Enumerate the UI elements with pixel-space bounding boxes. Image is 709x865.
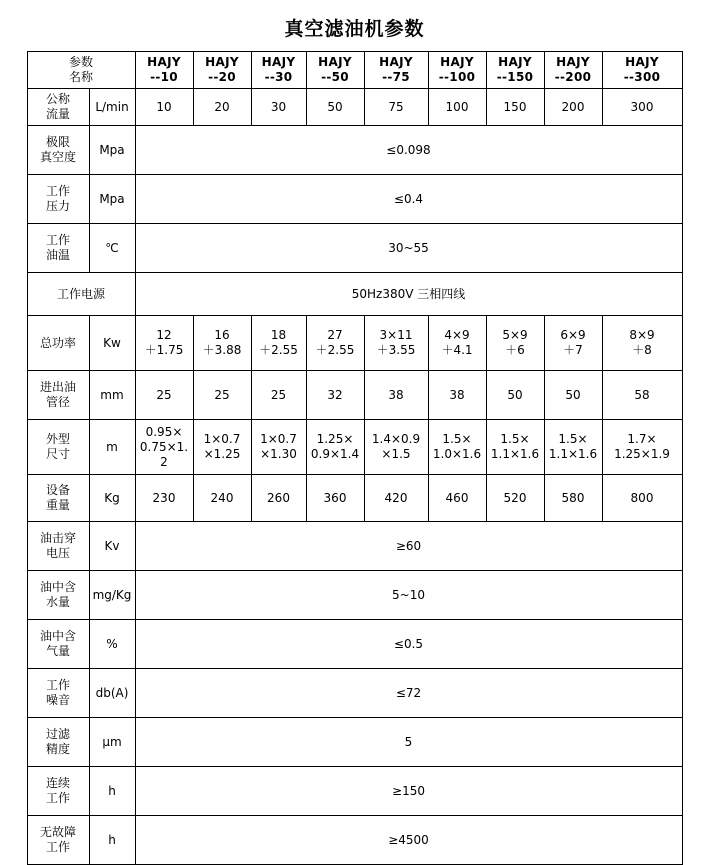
cell-value: 5×9 ＋6 bbox=[486, 316, 544, 371]
table-row bbox=[27, 89, 682, 126]
model-header-8: HAJY --200 bbox=[544, 52, 602, 89]
row-label: 油中含 水量 bbox=[27, 571, 89, 620]
cell-value-merged: 5~10 bbox=[135, 571, 682, 620]
specification-table bbox=[27, 51, 683, 865]
row-unit: Kw bbox=[89, 316, 135, 371]
cell-value-merged: ≤0.098 bbox=[135, 126, 682, 175]
cell-value: 4×9 ＋4.1 bbox=[428, 316, 486, 371]
cell-value: 1.7× 1.25×1.9 bbox=[602, 420, 682, 475]
table-row bbox=[27, 620, 682, 669]
table-row bbox=[27, 522, 682, 571]
model-header-2: HAJY --20 bbox=[193, 52, 251, 89]
row-label: 工作 油温 bbox=[27, 224, 89, 273]
cell-value: 360 bbox=[306, 475, 364, 522]
cell-value: 50 bbox=[486, 371, 544, 420]
cell-value: 50 bbox=[544, 371, 602, 420]
cell-value: 8×9 ＋8 bbox=[602, 316, 682, 371]
cell-value: 38 bbox=[364, 371, 428, 420]
row-unit: Kg bbox=[89, 475, 135, 522]
cell-value: 25 bbox=[251, 371, 306, 420]
model-header-5: HAJY --75 bbox=[364, 52, 428, 89]
table-row bbox=[27, 126, 682, 175]
cell-value: 1.4×0.9 ×1.5 bbox=[364, 420, 428, 475]
cell-value-merged: 30~55 bbox=[135, 224, 682, 273]
cell-value: 580 bbox=[544, 475, 602, 522]
cell-value-merged: ≥4500 bbox=[135, 816, 682, 865]
table-row bbox=[27, 816, 682, 865]
cell-value: 1.5× 1.1×1.6 bbox=[486, 420, 544, 475]
cell-value: 800 bbox=[602, 475, 682, 522]
cell-value: 58 bbox=[602, 371, 682, 420]
model-header-7: HAJY --150 bbox=[486, 52, 544, 89]
cell-value: 27 ＋2.55 bbox=[306, 316, 364, 371]
model-header-6: HAJY --100 bbox=[428, 52, 486, 89]
table-row bbox=[27, 571, 682, 620]
table-row bbox=[27, 767, 682, 816]
cell-value: 6×9 ＋7 bbox=[544, 316, 602, 371]
row-label: 外型 尺寸 bbox=[27, 420, 89, 475]
row-label: 无故障 工作 bbox=[27, 816, 89, 865]
table-row bbox=[27, 475, 682, 522]
row-unit: Mpa bbox=[89, 175, 135, 224]
model-header-3: HAJY --30 bbox=[251, 52, 306, 89]
row-label: 工作 压力 bbox=[27, 175, 89, 224]
cell-value: 100 bbox=[428, 89, 486, 126]
cell-value: 240 bbox=[193, 475, 251, 522]
cell-value: 1.5× 1.0×1.6 bbox=[428, 420, 486, 475]
row-label: 油中含 气量 bbox=[27, 620, 89, 669]
model-header-1: HAJY --10 bbox=[135, 52, 193, 89]
row-unit: h bbox=[89, 767, 135, 816]
cell-value: 260 bbox=[251, 475, 306, 522]
row-unit: mg/Kg bbox=[89, 571, 135, 620]
page-title: 真空滤油机参数 bbox=[284, 18, 425, 40]
row-label: 公称 流量 bbox=[27, 89, 89, 126]
row-unit: db(A) bbox=[89, 669, 135, 718]
row-label: 进出油 管径 bbox=[27, 371, 89, 420]
cell-value: 300 bbox=[602, 89, 682, 126]
table-row bbox=[27, 718, 682, 767]
row-unit: Kv bbox=[89, 522, 135, 571]
model-header-4: HAJY --50 bbox=[306, 52, 364, 89]
row-unit: % bbox=[89, 620, 135, 669]
cell-value: 38 bbox=[428, 371, 486, 420]
cell-value-merged: ≤72 bbox=[135, 669, 682, 718]
cell-value: 1×0.7 ×1.25 bbox=[193, 420, 251, 475]
cell-value: 30 bbox=[251, 89, 306, 126]
table-row bbox=[27, 420, 682, 475]
row-label: 设备 重量 bbox=[27, 475, 89, 522]
cell-value: 25 bbox=[193, 371, 251, 420]
cell-value: 18 ＋2.55 bbox=[251, 316, 306, 371]
row-label: 总功率 bbox=[27, 316, 89, 371]
cell-value-merged: ≤0.5 bbox=[135, 620, 682, 669]
table-row bbox=[27, 224, 682, 273]
row-label: 极限 真空度 bbox=[27, 126, 89, 175]
cell-value: 20 bbox=[193, 89, 251, 126]
cell-value: 420 bbox=[364, 475, 428, 522]
cell-value: 25 bbox=[135, 371, 193, 420]
cell-value: 12 ＋1.75 bbox=[135, 316, 193, 371]
cell-value: 10 bbox=[135, 89, 193, 126]
row-label: 过滤 精度 bbox=[27, 718, 89, 767]
row-unit: h bbox=[89, 816, 135, 865]
table-row bbox=[27, 273, 682, 316]
cell-value: 460 bbox=[428, 475, 486, 522]
cell-value: 1.25× 0.9×1.4 bbox=[306, 420, 364, 475]
cell-value: 230 bbox=[135, 475, 193, 522]
cell-value-merged: 50Hz380V 三相四线 bbox=[135, 273, 682, 316]
cell-value-merged: ≥150 bbox=[135, 767, 682, 816]
row-unit: m bbox=[89, 420, 135, 475]
cell-value: 520 bbox=[486, 475, 544, 522]
cell-value-merged: ≥60 bbox=[135, 522, 682, 571]
cell-value: 32 bbox=[306, 371, 364, 420]
table-row bbox=[27, 669, 682, 718]
table-header-row bbox=[27, 52, 682, 89]
table-row bbox=[27, 316, 682, 371]
row-label: 工作 噪音 bbox=[27, 669, 89, 718]
cell-value: 75 bbox=[364, 89, 428, 126]
header-param-name: 参数 名称 bbox=[27, 52, 135, 89]
row-unit: mm bbox=[89, 371, 135, 420]
row-label: 工作电源 bbox=[27, 273, 135, 316]
cell-value: 16 ＋3.88 bbox=[193, 316, 251, 371]
row-unit: ℃ bbox=[89, 224, 135, 273]
table-row bbox=[27, 371, 682, 420]
model-header-9: HAJY --300 bbox=[602, 52, 682, 89]
cell-value: 150 bbox=[486, 89, 544, 126]
row-label: 油击穿 电压 bbox=[27, 522, 89, 571]
row-unit: μm bbox=[89, 718, 135, 767]
cell-value: 3×11 ＋3.55 bbox=[364, 316, 428, 371]
cell-value-merged: ≤0.4 bbox=[135, 175, 682, 224]
cell-value: 50 bbox=[306, 89, 364, 126]
table-row bbox=[27, 175, 682, 224]
row-unit: Mpa bbox=[89, 126, 135, 175]
cell-value: 1.5× 1.1×1.6 bbox=[544, 420, 602, 475]
cell-value: 1×0.7 ×1.30 bbox=[251, 420, 306, 475]
cell-value: 0.95× 0.75×1.2 bbox=[135, 420, 193, 475]
row-unit: L/min bbox=[89, 89, 135, 126]
cell-value-merged: 5 bbox=[135, 718, 682, 767]
cell-value: 200 bbox=[544, 89, 602, 126]
row-label: 连续 工作 bbox=[27, 767, 89, 816]
